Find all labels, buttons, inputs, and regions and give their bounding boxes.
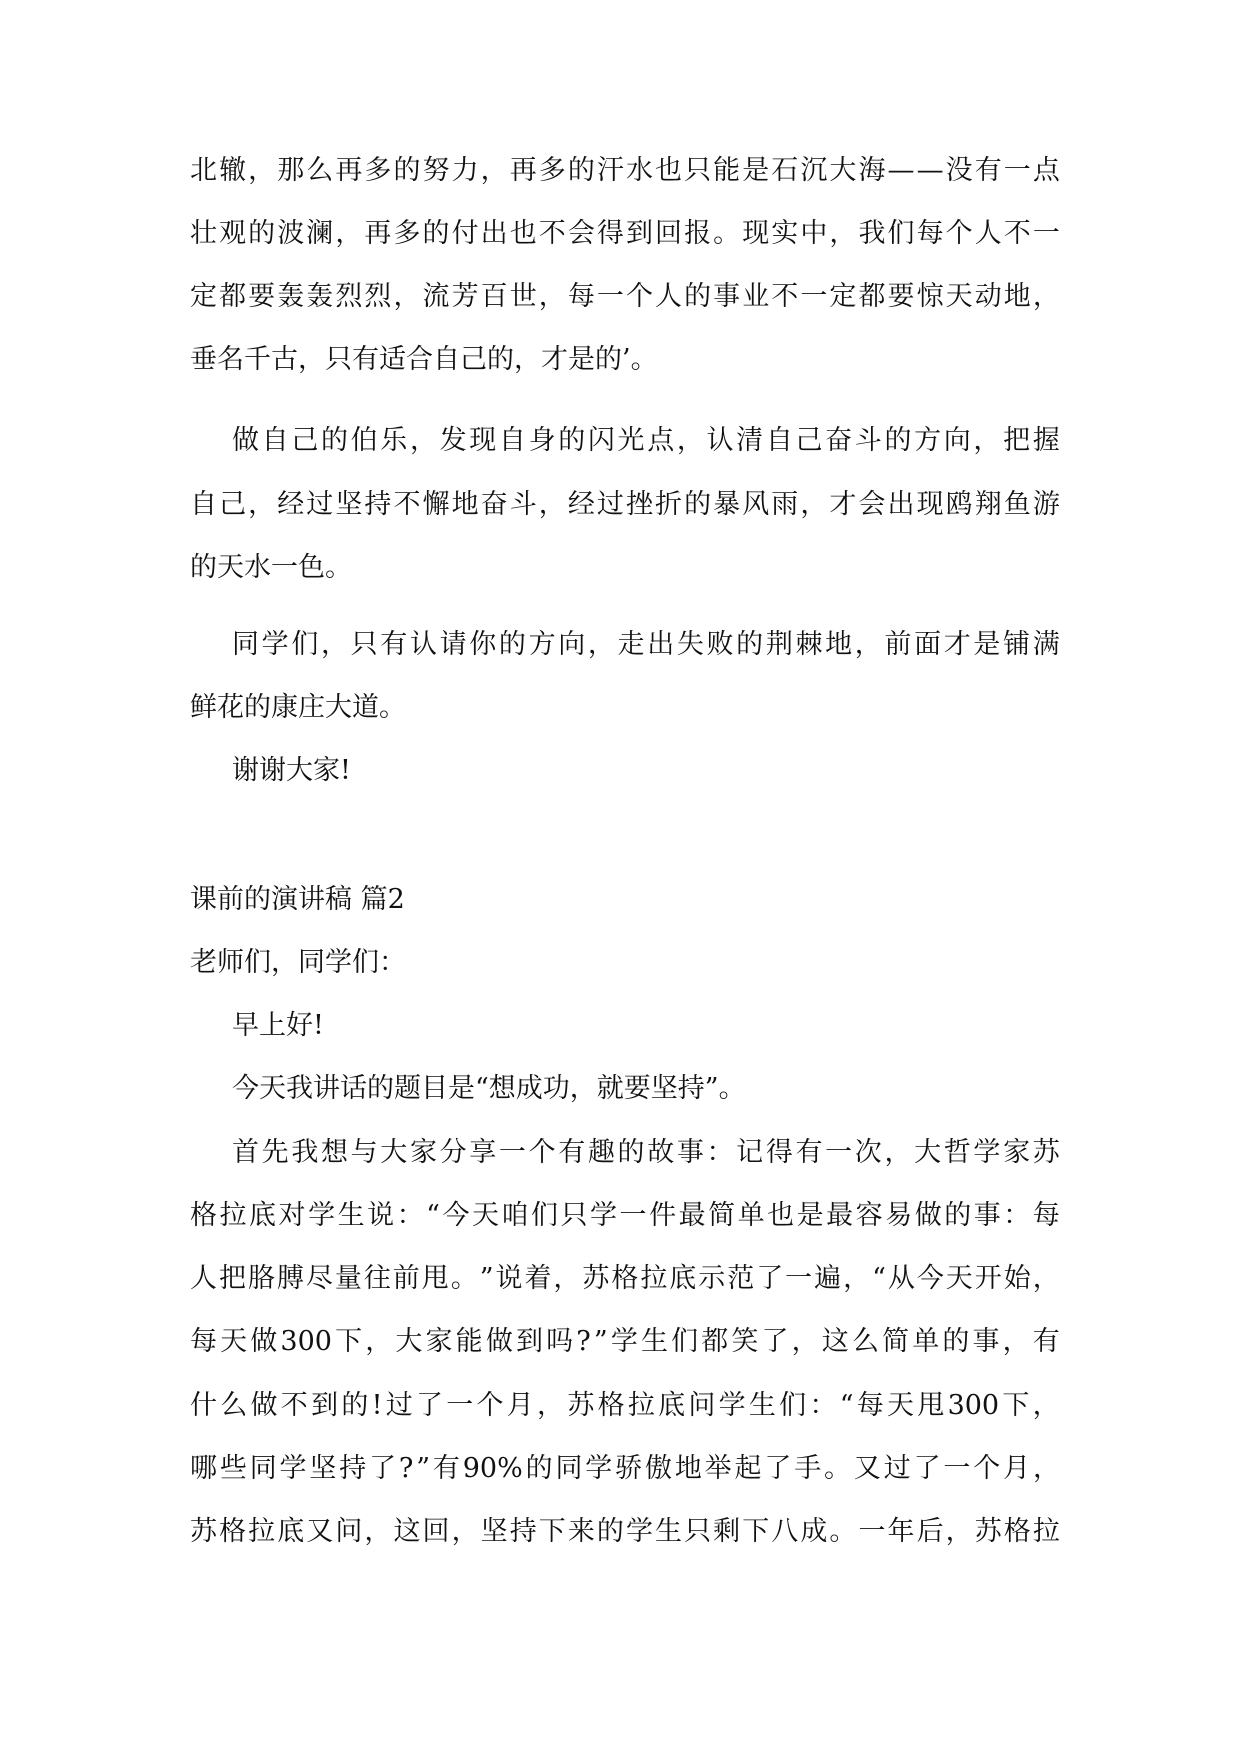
topic-line: 今天我讲话的题目是“想成功，就要坚持”。 bbox=[232, 1073, 746, 1104]
paragraph-line: 苏 格 拉 底 又 问 ， 这 回 ， 坚 持 下 来 的 学 生 只 剩 下 八 成 。 一 年 后 ， 苏 格 拉 bbox=[190, 1516, 1060, 1547]
paragraph-line: 格 拉 底 对 学 生 说 ： “ 今 天 咱 们 只 学 一 件 最 简 单 也 是 最 容 易 做 的 事 ： 每 bbox=[190, 1200, 1060, 1231]
paragraph-line: 壮 观 的 波 澜 ， 再 多 的 付 出 也 不 会 得 到 回 报 。 现 实 中 ， 我 们 每 个 人 不 一 bbox=[190, 218, 1060, 249]
paragraph-line: 什 么 做 不 到 的 ! 过 了 一 个 月 ， 苏 格 拉 底 问 学 生 们 ： “ 每 天 甩 300 下 ， bbox=[190, 1390, 1060, 1421]
greeting-line: 早上好! bbox=[232, 1010, 324, 1041]
paragraph-line: 垂名千古，只有适合自己的，才是的’。 bbox=[190, 344, 658, 375]
closing-line: 谢谢大家! bbox=[232, 755, 351, 786]
paragraph-line: 首 先 我 想 与 大 家 分 享 一 个 有 趣 的 故 事 ： 记 得 有 一 次 ， 大 哲 学 家 苏 bbox=[232, 1137, 1060, 1168]
paragraph-line: 人 把 胳 膊 尽 量 往 前 甩 。 ” 说 着 ， 苏 格 拉 底 示 范 了 一 遍 ， “ 从 今 天 开 始 ， bbox=[190, 1263, 1060, 1294]
paragraph-line: 定 都 要 轰 轰 烈 烈 ， 流 芳 百 世 ， 每 一 个 人 的 事 业 不 一 定 都 要 惊 天 动 地 ， bbox=[190, 281, 1060, 312]
paragraph-line: 的天水一色。 bbox=[190, 552, 352, 583]
paragraph-line: 鲜花的康庄大道。 bbox=[190, 692, 406, 723]
paragraph-line: 做 自 己 的 伯 乐 ， 发 现 自 身 的 闪 光 点 ， 认 清 自 己 奋 斗 的 方 向 ， 把 握 bbox=[232, 425, 1060, 456]
salutation: 老师们，同学们： bbox=[190, 947, 406, 978]
paragraph-line: 北 辙 ， 那 么 再 多 的 努 力 ， 再 多 的 汗 水 也 只 能 是 石 沉 大 海 — — 没 有 一 点 bbox=[190, 155, 1060, 186]
paragraph-line: 自 己 ， 经 过 坚 持 不 懈 地 奋 斗 ， 经 过 挫 折 的 暴 风 雨 ， 才 会 出 现 鸥 翔 鱼 游 bbox=[190, 489, 1060, 520]
paragraph-line: 哪 些 同 学 坚 持 了 ? ” 有 90% 的 同 学 骄 傲 地 举 起 了 手 。 又 过 了 一 个 月 ， bbox=[190, 1453, 1060, 1484]
paragraph-line: 同 学 们 ， 只 有 认 请 你 的 方 向 ， 走 出 失 败 的 荆 棘 地 ， 前 面 才 是 铺 满 bbox=[232, 629, 1060, 660]
section-heading: 课前的演讲稿 篇2 bbox=[190, 884, 405, 915]
paragraph-line: 每 天 做 300 下 ， 大 家 能 做 到 吗 ? ” 学 生 们 都 笑 了 ， 这 么 简 单 的 事 ， 有 bbox=[190, 1326, 1060, 1357]
